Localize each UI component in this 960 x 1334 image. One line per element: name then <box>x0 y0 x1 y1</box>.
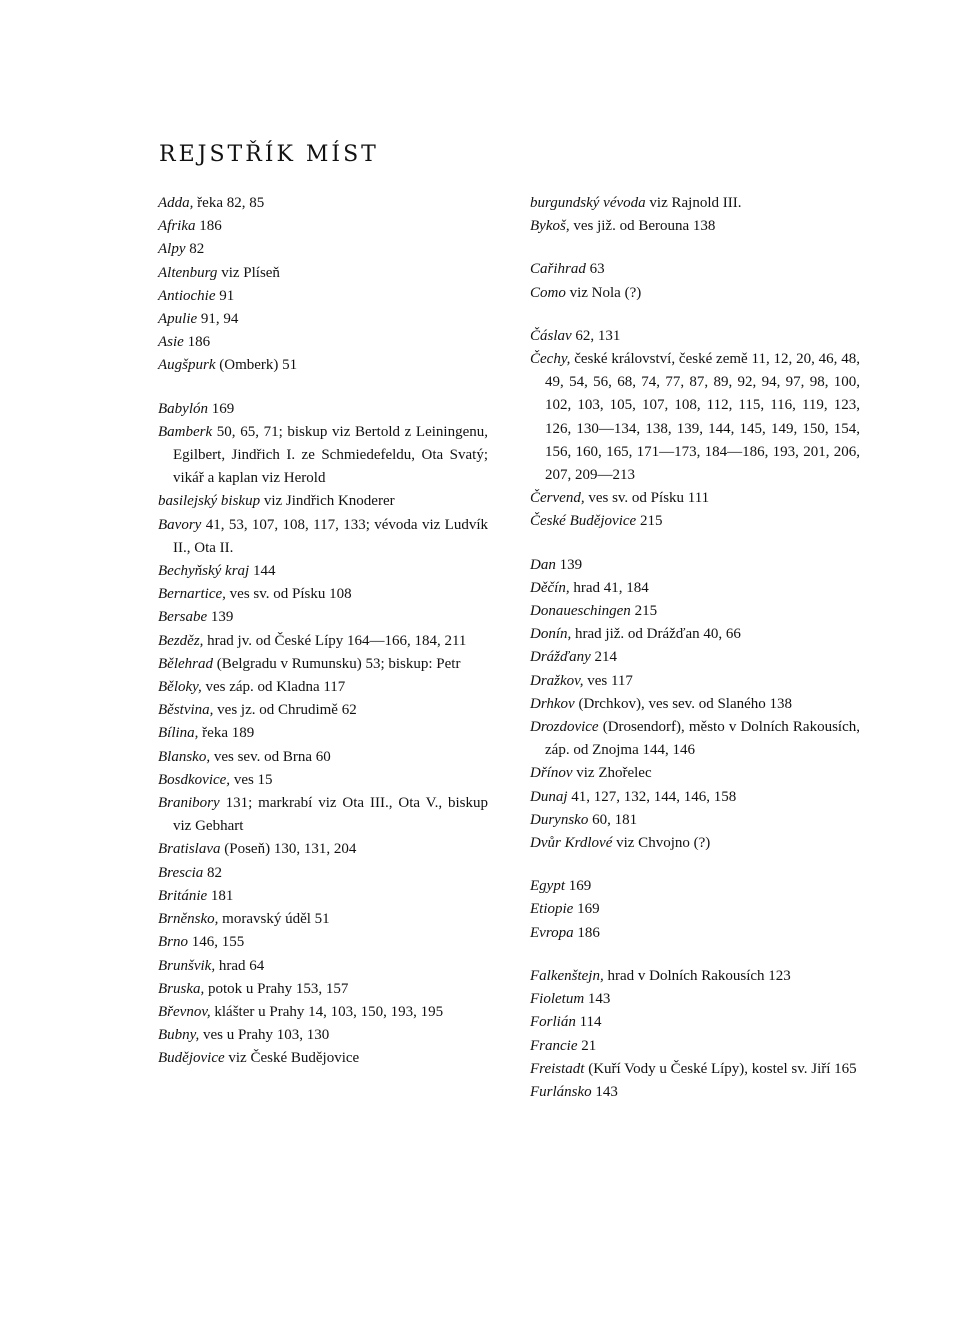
index-entry <box>530 875 860 898</box>
index-entry <box>530 922 860 945</box>
index-entry <box>530 487 860 510</box>
index-group <box>530 192 860 238</box>
entry-term: Donaueschingen <box>530 603 631 620</box>
entry-term: Británie <box>158 887 208 904</box>
page-title: REJSTŘÍK MÍST <box>159 142 379 167</box>
index-entry <box>158 262 488 285</box>
index-group <box>530 258 860 304</box>
index-entry <box>530 988 860 1011</box>
entry-term: Fioletum <box>530 991 585 1008</box>
entry-references: (Kuří Vody u České Lípy), kostel sv. Jiří 165 <box>584 1060 857 1077</box>
entry-term: Como <box>530 284 566 301</box>
index-entry <box>530 809 860 832</box>
index-entry <box>158 308 488 331</box>
entry-term: Bavory <box>158 516 202 533</box>
index-entry <box>530 1011 860 1034</box>
entry-term: Bykoš, <box>530 218 570 235</box>
entry-references: 169 <box>573 901 600 918</box>
entry-references: 60, 181 <box>588 811 638 828</box>
entry-term: Cařihrad <box>530 261 586 278</box>
entry-term: Asie <box>158 334 184 351</box>
entry-references: viz Rajnold III. <box>645 195 742 211</box>
entry-term: Dunaj <box>530 788 568 805</box>
entry-references: 62, 131 <box>571 327 621 344</box>
index-entry <box>158 1024 488 1047</box>
entry-references: hrad již. od Drážďan 40, 66 <box>571 626 741 643</box>
entry-references: 169 <box>208 400 235 417</box>
entry-term: Durynsko <box>530 811 589 828</box>
entry-term: basilejský biskup <box>158 493 261 510</box>
entry-references: 139 <box>207 609 234 626</box>
index-entry <box>530 623 860 646</box>
entry-references: ves sv. od Písku 111 <box>584 490 710 507</box>
entry-term: Branibory <box>158 795 220 812</box>
entry-references: 214 <box>590 649 618 666</box>
index-entry <box>158 630 488 653</box>
index-entry <box>530 1081 860 1104</box>
entry-references: ves u Prahy 103, 130 <box>199 1027 330 1044</box>
index-entry <box>530 258 860 281</box>
index-entry <box>158 606 488 629</box>
index-entry <box>530 215 860 238</box>
entry-references: řeka 82, 85 <box>193 195 265 211</box>
entry-references: viz Zhořelec <box>572 765 652 782</box>
entry-references: (Omberk) 51 <box>215 357 298 374</box>
entry-term: Břevnov, <box>158 1003 211 1020</box>
index-entry <box>158 490 488 513</box>
entry-references: viz České Budějovice <box>224 1050 360 1067</box>
entry-references: 186 <box>195 218 222 235</box>
index-entry <box>530 1058 860 1081</box>
index-entry <box>530 898 860 921</box>
index-entry <box>530 646 860 669</box>
index-group <box>158 192 488 378</box>
entry-references: ves sv. od Písku 108 <box>225 586 352 603</box>
index-entry <box>158 908 488 931</box>
entry-references: 139 <box>555 556 583 573</box>
index-group <box>530 875 860 945</box>
entry-term: České Budějovice <box>530 513 637 530</box>
index-entry <box>158 215 488 238</box>
entry-references: řeka 189 <box>198 725 255 742</box>
entry-term: Čechy, <box>530 351 571 368</box>
entry-references: ves 15 <box>230 771 273 788</box>
entry-term: Falkenštejn, <box>530 967 604 984</box>
index-entry <box>158 653 488 676</box>
entry-references: (Poseň) 130, 131, 204 <box>220 841 357 858</box>
index-entry <box>530 832 860 855</box>
entry-term: Drhkov <box>530 695 575 712</box>
index-entry <box>158 746 488 769</box>
index-entry <box>158 398 488 421</box>
index-entry <box>530 192 860 215</box>
entry-references: 186 <box>183 334 211 351</box>
entry-term: Bratislava <box>158 841 221 858</box>
entry-term: Apulie <box>158 311 198 328</box>
entry-references: viz Jindřich Knoderer <box>260 493 395 510</box>
entry-term: Bamberk <box>158 423 213 440</box>
entry-references: české království, české země 11, 12, 20, 46, 48, 49, 54, 56, 68, 74, 77, 87, 89, 92, 94, 97, 98, 100, 102, 103, 105, 107, 108, 112, 115, 116, 119, 123, 126, 130—134, 138, 139, 144, 145, 149, 150, 154, 156, 160, 165, 171—173, 184—186, 193, 201, 206, 207, 209—213 <box>545 351 860 484</box>
index-entry <box>158 331 488 354</box>
entry-references: (Drchkov), ves sev. od Slaného 138 <box>574 695 793 712</box>
entry-references: ves sev. od Brna 60 <box>210 748 331 765</box>
entry-references: 21 <box>577 1037 597 1054</box>
index-entry <box>158 1001 488 1024</box>
entry-references: 215 <box>630 603 658 620</box>
index-entry <box>530 670 860 693</box>
index-entry <box>158 560 488 583</box>
index-entry <box>158 192 488 215</box>
entry-references: (Drosendorf), město v Dolních Rakousích, záp. od Znojma 144, 146 <box>545 719 860 759</box>
index-entry <box>530 1035 860 1058</box>
index-entry <box>158 955 488 978</box>
entry-references: hrad v Dolních Rakousích 123 <box>603 967 791 984</box>
entry-term: Bruska, <box>158 980 205 997</box>
index-entry <box>530 282 860 305</box>
entry-references: 146, 155 <box>188 934 245 951</box>
entry-references: 215 <box>636 513 663 530</box>
entry-references: 41, 127, 132, 144, 146, 158 <box>567 788 737 805</box>
index-entry <box>158 769 488 792</box>
entry-term: Bezděz, <box>158 632 204 649</box>
entry-term: Babylón <box>158 400 208 417</box>
index-entry <box>530 600 860 623</box>
entry-references: ves jz. od Chrudimě 62 <box>213 702 357 719</box>
entry-term: Běloky, <box>158 679 202 696</box>
entry-references: ves 117 <box>583 672 633 689</box>
entry-term: Budějovice <box>158 1050 225 1067</box>
entry-references: potok u Prahy 153, 157 <box>204 980 349 997</box>
entry-term: Bělehrad <box>158 655 213 672</box>
entry-term: Brunšvik, <box>158 957 216 974</box>
index-entry <box>158 1047 488 1070</box>
entry-term: Dřínov <box>530 765 573 782</box>
entry-term: burgundský vévoda <box>530 195 646 211</box>
entry-references: moravský úděl 51 <box>218 911 330 928</box>
entry-term: Afrika <box>158 218 196 235</box>
entry-term: Furlánsko <box>530 1083 592 1100</box>
entry-term: Francie <box>530 1037 578 1054</box>
entry-term: Freistadt <box>530 1060 585 1077</box>
index-entry <box>158 421 488 491</box>
entry-references: klášter u Prahy 14, 103, 150, 193, 195 <box>210 1003 444 1020</box>
entry-term: Drozdovice <box>530 719 599 736</box>
index-entry <box>158 676 488 699</box>
index-entry <box>530 762 860 785</box>
entry-references: (Belgradu v Rumunsku) 53; biskup: Petr <box>212 655 461 672</box>
entry-references: 50, 65, 71; biskup viz Bertold z Leiningenu, Egilbert, Jindřich I. ze Schmiedefeldu, Ota Svatý; vikář a kaplan viz Herold <box>173 423 488 487</box>
index-entry <box>530 716 860 762</box>
index-entry <box>158 838 488 861</box>
index-group <box>158 398 488 1071</box>
entry-term: Adda, <box>158 195 194 211</box>
entry-term: Dražkov, <box>530 672 584 689</box>
entry-references: viz Nola (?) <box>565 284 642 301</box>
entry-references: 169 <box>565 878 592 895</box>
entry-term: Čáslav <box>530 327 572 344</box>
entry-term: Evropa <box>530 924 574 941</box>
entry-references: 63 <box>585 261 605 278</box>
entry-term: Altenburg <box>158 264 218 281</box>
index-entry <box>530 577 860 600</box>
index-entry <box>158 722 488 745</box>
entry-references: 91, 94 <box>197 311 239 328</box>
entry-references: hrad jv. od České Lípy 164—166, 184, 211 <box>203 632 467 649</box>
entry-term: Blansko, <box>158 748 211 765</box>
index-entry <box>158 862 488 885</box>
index-entry <box>158 699 488 722</box>
index-entry <box>158 978 488 1001</box>
entry-term: Dvůr Krdlové <box>530 835 613 852</box>
entry-term: Alpy <box>158 241 186 258</box>
entry-term: Etiopie <box>530 901 574 918</box>
index-entry <box>530 348 860 487</box>
index-entry <box>530 965 860 988</box>
entry-term: Brescia <box>158 864 204 881</box>
entry-references: 181 <box>207 887 234 904</box>
entry-term: Běstvina, <box>158 702 214 719</box>
index-entry <box>158 792 488 838</box>
entry-references: 82 <box>185 241 205 258</box>
entry-references: 144 <box>249 563 276 580</box>
index-group <box>530 325 860 534</box>
entry-term: Červend, <box>530 490 585 507</box>
entry-references: 131; markrabí viz Ota III., Ota V., biskup viz Gebhart <box>173 795 488 835</box>
entry-references: viz Plíseň <box>217 264 280 281</box>
entry-term: Bechyňský kraj <box>158 563 250 580</box>
index-group <box>530 554 860 856</box>
entry-term: Donín, <box>530 626 572 643</box>
entry-references: hrad 41, 184 <box>569 579 649 596</box>
entry-term: Brno <box>158 934 188 951</box>
entry-references: hrad 64 <box>215 957 265 974</box>
entry-references: 41, 53, 107, 108, 117, 133; vévoda viz Ludvík II., Ota II. <box>173 516 488 556</box>
entry-term: Dan <box>530 556 556 573</box>
index-group <box>530 965 860 1104</box>
index-entry <box>530 693 860 716</box>
entry-term: Bersabe <box>158 609 208 626</box>
entry-references: ves již. od Berouna 138 <box>569 218 716 235</box>
index-entry <box>530 325 860 348</box>
entry-term: Bosdkovice, <box>158 771 231 788</box>
entry-references: 143 <box>591 1083 618 1100</box>
index-entry <box>530 786 860 809</box>
entry-references: 82 <box>203 864 223 881</box>
entry-term: Egypt <box>530 878 565 895</box>
index-entry <box>530 554 860 577</box>
entry-term: Brněnsko, <box>158 911 219 928</box>
entry-references: viz Chvojno (?) <box>612 835 711 852</box>
entry-term: Drážďany <box>530 649 591 666</box>
index-entry <box>158 931 488 954</box>
entry-term: Děčín, <box>530 579 570 596</box>
entry-references: 114 <box>575 1014 602 1031</box>
index-column-left <box>158 192 488 1091</box>
entry-references: 186 <box>573 924 600 941</box>
entry-term: Bernartice, <box>158 586 226 603</box>
index-entry <box>158 583 488 606</box>
index-entry <box>158 354 488 377</box>
entry-term: Bubny, <box>158 1027 200 1044</box>
entry-term: Bílina, <box>158 725 199 742</box>
entry-term: Augšpurk <box>158 357 216 374</box>
index-entry <box>158 514 488 560</box>
entry-term: Antiochie <box>158 287 216 304</box>
index-entry <box>158 885 488 908</box>
index-entry <box>158 285 488 308</box>
entry-term: Forlián <box>530 1014 576 1031</box>
index-column-right <box>530 192 860 1124</box>
index-entry <box>530 510 860 533</box>
entry-references: 143 <box>584 991 611 1008</box>
entry-references: ves záp. od Kladna 117 <box>201 679 346 696</box>
entry-references: 91 <box>215 287 235 304</box>
index-entry <box>158 238 488 261</box>
